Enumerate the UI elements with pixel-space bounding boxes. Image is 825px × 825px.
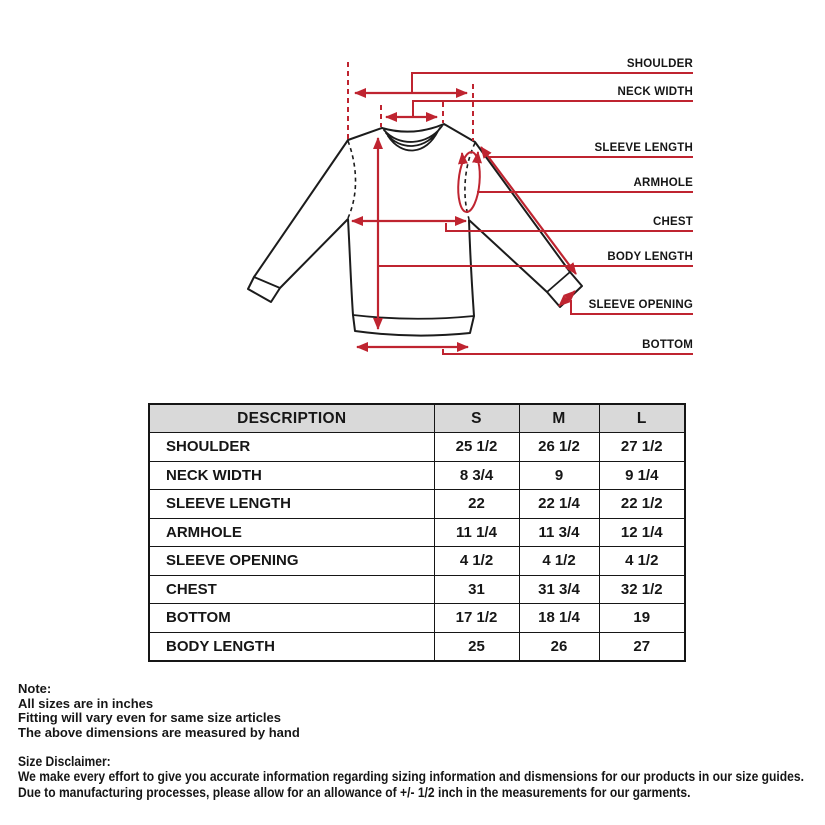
- notes-lines: [18, 697, 300, 741]
- row-value: 4 1/2: [599, 547, 685, 576]
- note-line: All sizes are in inches: [18, 695, 154, 711]
- row-value: 25 1/2: [434, 433, 519, 462]
- note-line: Fitting will vary even for same size articles: [18, 710, 281, 726]
- row-value: 4 1/2: [434, 547, 519, 576]
- row-value: 4 1/2: [519, 547, 599, 576]
- column-header-l: L: [599, 404, 685, 433]
- row-description: ARMHOLE: [149, 518, 434, 547]
- label-bottom: BOTTOM: [642, 339, 693, 351]
- measurement-diagram: [0, 0, 825, 400]
- table-row: [149, 547, 685, 576]
- disclaimer-title: Size Disclaimer:: [18, 754, 111, 769]
- row-value: 31: [434, 575, 519, 604]
- row-value: 31 3/4: [519, 575, 599, 604]
- row-value: 12 1/4: [599, 518, 685, 547]
- row-value: 26 1/2: [519, 433, 599, 462]
- sweatshirt-diagram-svg: [0, 0, 825, 400]
- row-description: BOTTOM: [149, 604, 434, 633]
- notes-section: [18, 682, 300, 741]
- row-value: 9: [519, 461, 599, 490]
- table-row: [149, 433, 685, 462]
- row-value: 11 1/4: [434, 518, 519, 547]
- column-header-m: M: [519, 404, 599, 433]
- column-header-s: S: [434, 404, 519, 433]
- note-line: The above dimensions are measured by hand: [18, 725, 300, 741]
- size-table-header-row: [149, 404, 685, 433]
- row-description: SHOULDER: [149, 433, 434, 462]
- row-value: 18 1/4: [519, 604, 599, 633]
- label-shoulder: SHOULDER: [626, 58, 693, 70]
- row-value: 19: [599, 604, 685, 633]
- label-chest: CHEST: [653, 216, 693, 228]
- table-row: [149, 604, 685, 633]
- label-body-length: BODY LENGTH: [607, 251, 693, 263]
- row-description: BODY LENGTH: [149, 632, 434, 661]
- sweatshirt-outline: [248, 124, 582, 336]
- row-value: 25: [434, 632, 519, 661]
- armhole-tick-left: [462, 153, 463, 164]
- size-table: [148, 403, 686, 662]
- label-neck-width: NECK WIDTH: [617, 86, 693, 98]
- table-row: [149, 490, 685, 519]
- row-value: 22: [434, 490, 519, 519]
- row-value: 9 1/4: [599, 461, 685, 490]
- table-row: [149, 461, 685, 490]
- label-sleeve-opening: SLEEVE OPENING: [588, 299, 693, 311]
- label-armhole: ARMHOLE: [633, 177, 693, 189]
- row-value: 11 3/4: [519, 518, 599, 547]
- row-value: 27: [599, 632, 685, 661]
- row-description: SLEEVE OPENING: [149, 547, 434, 576]
- table-row: [149, 575, 685, 604]
- notes-title: Note:: [18, 681, 52, 696]
- row-value: 26: [519, 632, 599, 661]
- table-row: [149, 518, 685, 547]
- row-description: CHEST: [149, 575, 434, 604]
- row-value: 17 1/2: [434, 604, 519, 633]
- row-description: NECK WIDTH: [149, 461, 434, 490]
- row-description: SLEEVE LENGTH: [149, 490, 434, 519]
- column-header-description: DESCRIPTION: [149, 404, 434, 433]
- row-value: 32 1/2: [599, 575, 685, 604]
- armhole-tick-right: [477, 152, 478, 163]
- table-row: [149, 632, 685, 661]
- row-value: 27 1/2: [599, 433, 685, 462]
- disclaimer-section: [18, 754, 807, 800]
- size-table-body: [149, 433, 685, 662]
- row-value: 22 1/4: [519, 490, 599, 519]
- disclaimer-text: We make every effort to give you accurate information regarding sizing information and dismensions for our products in our size guides. Due to manufacturing processes, please allow for an allowance of +/- 1/2 inch in the measurements for our garments.: [18, 769, 804, 800]
- row-value: 8 3/4: [434, 461, 519, 490]
- row-value: 22 1/2: [599, 490, 685, 519]
- label-sleeve-length: SLEEVE LENGTH: [594, 142, 693, 154]
